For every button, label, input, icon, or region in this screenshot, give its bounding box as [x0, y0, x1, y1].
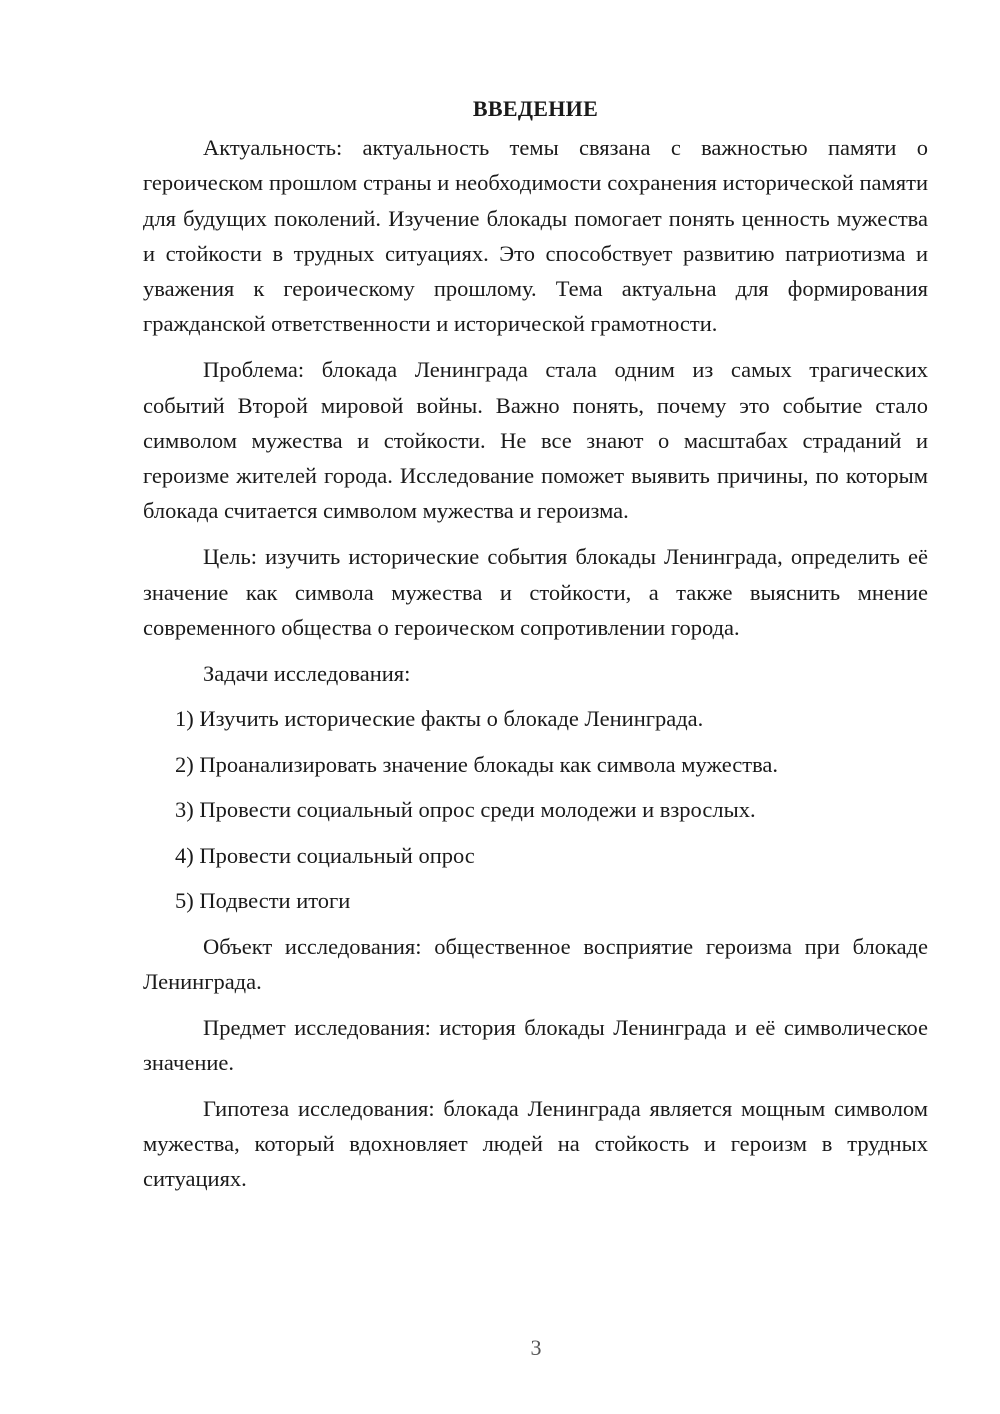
- tasks-list: [143, 701, 928, 918]
- subject-paragraph: Предмет исследования: история блокады Ленинграда и её символическое значение.: [143, 1014, 928, 1076]
- relevance-paragraph: Актуальность: актуальность темы связана с важностью памяти о героическом прошлом страны и необходимости сохранения исторической памяти для будущих поколений. Изучение блокады помогает понять ценность мужества и стойкости в трудных ситуациях. Это способствует развитию патриотизма и уважения к героическому прошлому. Тема актуальна для формирования гражданской ответственности и исторической грамотности.: [143, 135, 928, 337]
- object-paragraph: Объект исследования: общественное восприятие героизма при блокаде Ленинграда.: [143, 933, 928, 994]
- problem-paragraph: Проблема: блокада Ленинграда стала одним из самых трагических событий Второй мировой войны. Важно понять, почему это событие стало символом мужества и стойкости. Не все знают о масштабах страданий и героизме жителей города. Исследование поможет выявить причины, по которым блокада считается символом мужества и героизма.: [143, 357, 928, 524]
- list-item: 2) Проанализировать значение блокады как символа мужества.: [175, 751, 779, 777]
- list-item: 3) Провести социальный опрос среди молодежи и взрослых.: [175, 797, 756, 823]
- page-title: ВВЕДЕНИЕ: [472, 96, 599, 121]
- tasks-heading: Задачи исследования:: [203, 660, 411, 686]
- list-item: 1) Изучить исторические факты о блокаде Ленинграда.: [175, 706, 704, 732]
- list-item: 4) Провести социальный опрос: [175, 842, 475, 868]
- page-number: 3: [530, 1335, 542, 1360]
- goal-paragraph: Цель: изучить исторические события блокады Ленинграда, определить её значение как символа мужества и стойкости, а также выяснить мнение современного общества о героическом сопротивлении города.: [143, 544, 928, 640]
- list-item: 5) Подвести итоги: [175, 888, 351, 914]
- document-page: [143, 94, 928, 1207]
- hypothesis-paragraph: Гипотеза исследования: блокада Ленинграда является мощным символом мужества, который вдохновляет людей на стойкость и героизм в трудных ситуациях.: [143, 1095, 928, 1192]
